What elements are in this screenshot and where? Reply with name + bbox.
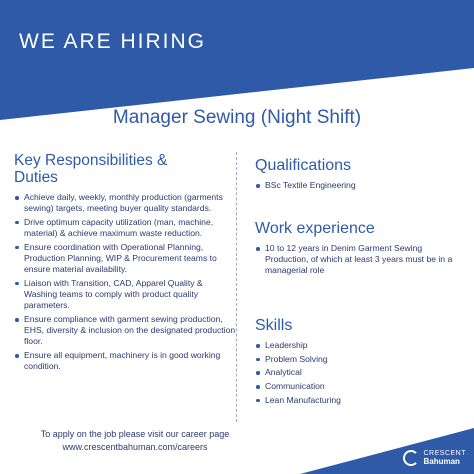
apply-info (0, 428, 270, 454)
work-experience-heading: Work experience (255, 220, 375, 237)
list-item: Lean Manufacturing (255, 395, 465, 406)
list-item: BSc Textile Engineering (255, 180, 465, 191)
qualifications-list (255, 180, 465, 191)
skills-list (255, 340, 465, 406)
list-item: Leadership (255, 340, 465, 351)
skills-section (255, 317, 465, 409)
responsibilities-section (14, 152, 238, 375)
skills-heading: Skills (255, 317, 293, 334)
responsibilities-heading-line1: Key Responsibilities & (14, 152, 168, 169)
job-title: Manager Sewing (Night Shift) (112, 107, 362, 128)
list-item: Ensure all equipment, machinery is in good working condition. (14, 350, 238, 372)
logo-line1: CRESCENT (423, 450, 466, 457)
list-item: 10 to 12 years in Denim Garment Sewing Production, of which at least 3 years must be in a managerial role (255, 243, 465, 277)
list-item: Problem Solving (255, 354, 465, 365)
list-item: Ensure coordination with Operational Planning, Production Planning, WIP & Procurement teams to ensure material availability. (14, 242, 238, 276)
logo-line2: Bahuman (423, 457, 460, 466)
logo-text (423, 450, 466, 466)
career-link[interactable]: www.crescentbahuman.com/careers (62, 442, 208, 452)
list-item: Drive optimum capacity utilization (man, machine, material) & achieve maximum waste reduction. (14, 217, 238, 239)
apply-text: To apply on the job please visit our career page (40, 429, 230, 439)
list-item: Achieve daily, weekly, monthly production (garments sewing) targets, meeting buyer quality standards. (14, 192, 238, 214)
list-item: Liaison with Transition, CAD, Apparel Quality & Washing teams to comply with product quality parameters. (14, 278, 238, 312)
header-title: WE ARE HIRING (19, 30, 207, 53)
responsibilities-heading (14, 152, 238, 186)
qualifications-heading: Qualifications (255, 157, 352, 174)
list-item: Communication (255, 381, 465, 392)
crescent-logo-icon (403, 450, 419, 466)
responsibilities-heading-line2: Duties (14, 169, 58, 186)
list-item: Ensure compliance with garment sewing production, EHS, diversity & inclusion on the designated production floor. (14, 314, 238, 348)
qualifications-section (255, 157, 465, 194)
column-divider (236, 152, 237, 422)
header-band (0, 0, 474, 120)
work-experience-section (255, 220, 465, 279)
work-experience-list (255, 243, 465, 277)
responsibilities-list (14, 192, 238, 373)
company-logo (403, 450, 466, 466)
list-item: Analytical (255, 367, 465, 378)
